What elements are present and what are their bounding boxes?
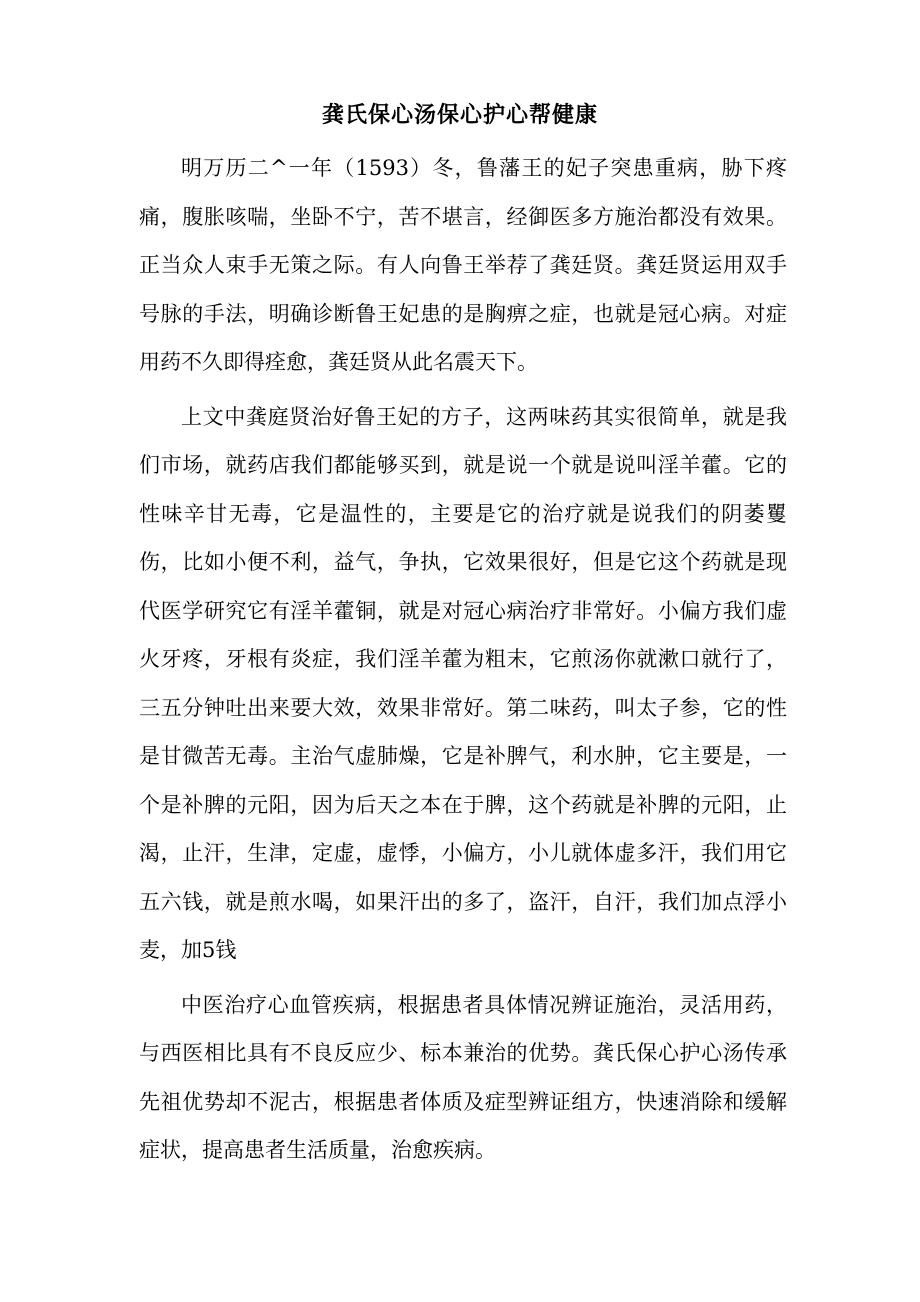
- paragraph-herbs: 上文中龚庭贤治好鲁王妃的方子，这两味药其实很简单，就是我们市场，就药店我们都能够买到，就是说一个就是说叫淫羊藿。它的性味辛甘无毒，它是温性的，主要是它的治疗就是说我们的阴萎矍伤，比如小便不利，益气，争执，它效果很好，但是它这个药就是现代医学研究它有淫羊藿铜，就是对冠心病治疗非常好。小偏方我们虚火牙疼，牙根有炎症，我们淫羊藿为粗末，它煎汤你就漱口就行了，三五分钟吐出来要大效，效果非常好。第二味药，叫太子参，它的性是甘微苦无毒。主治气虚肺燥，它是补脾气，利水肿，它主要是，一个是补脾的元阳，因为后天之本在于脾，这个药就是补脾的元阳，止渴，止汗，生津，定虚，虚悸，小偏方，小儿就体虚多汗，我们用它五六钱，就是煎水喝，如果汗出的多了，盗汗，自汗，我们加点浮小麦，加5钱: [139, 404, 787, 962]
- paragraph-history: 明万历二^一年（1593）冬，鲁藩王的妃子突患重病，胁下疼痛，腹胀咳喘，坐卧不宁，苦不堪言，经御医多方施治都没有效果。正当众人束手无策之际。有人向鲁王举荐了龚廷贤。龚廷贤运用双手号脉的手法，明确诊断鲁王妃患的是胸痹之症，也就是冠心病。对症用药不久即得痊愈，龚廷贤从此名震天下。: [139, 156, 787, 374]
- paragraph-conclusion: 中医治疗心血管疾病，根据患者具体情况辨证施治，灵活用药，与西医相比具有不良反应少、标本兼治的优势。龚氏保心护心汤传承先祖优势却不泥古，根据患者体质及症型辨证组方，快速消除和缓解症状，提高患者生活质量，治愈疾病。: [139, 992, 787, 1162]
- document-body: [139, 144, 787, 1175]
- document-title: 龚氏保心汤保心护心帮健康: [321, 103, 598, 128]
